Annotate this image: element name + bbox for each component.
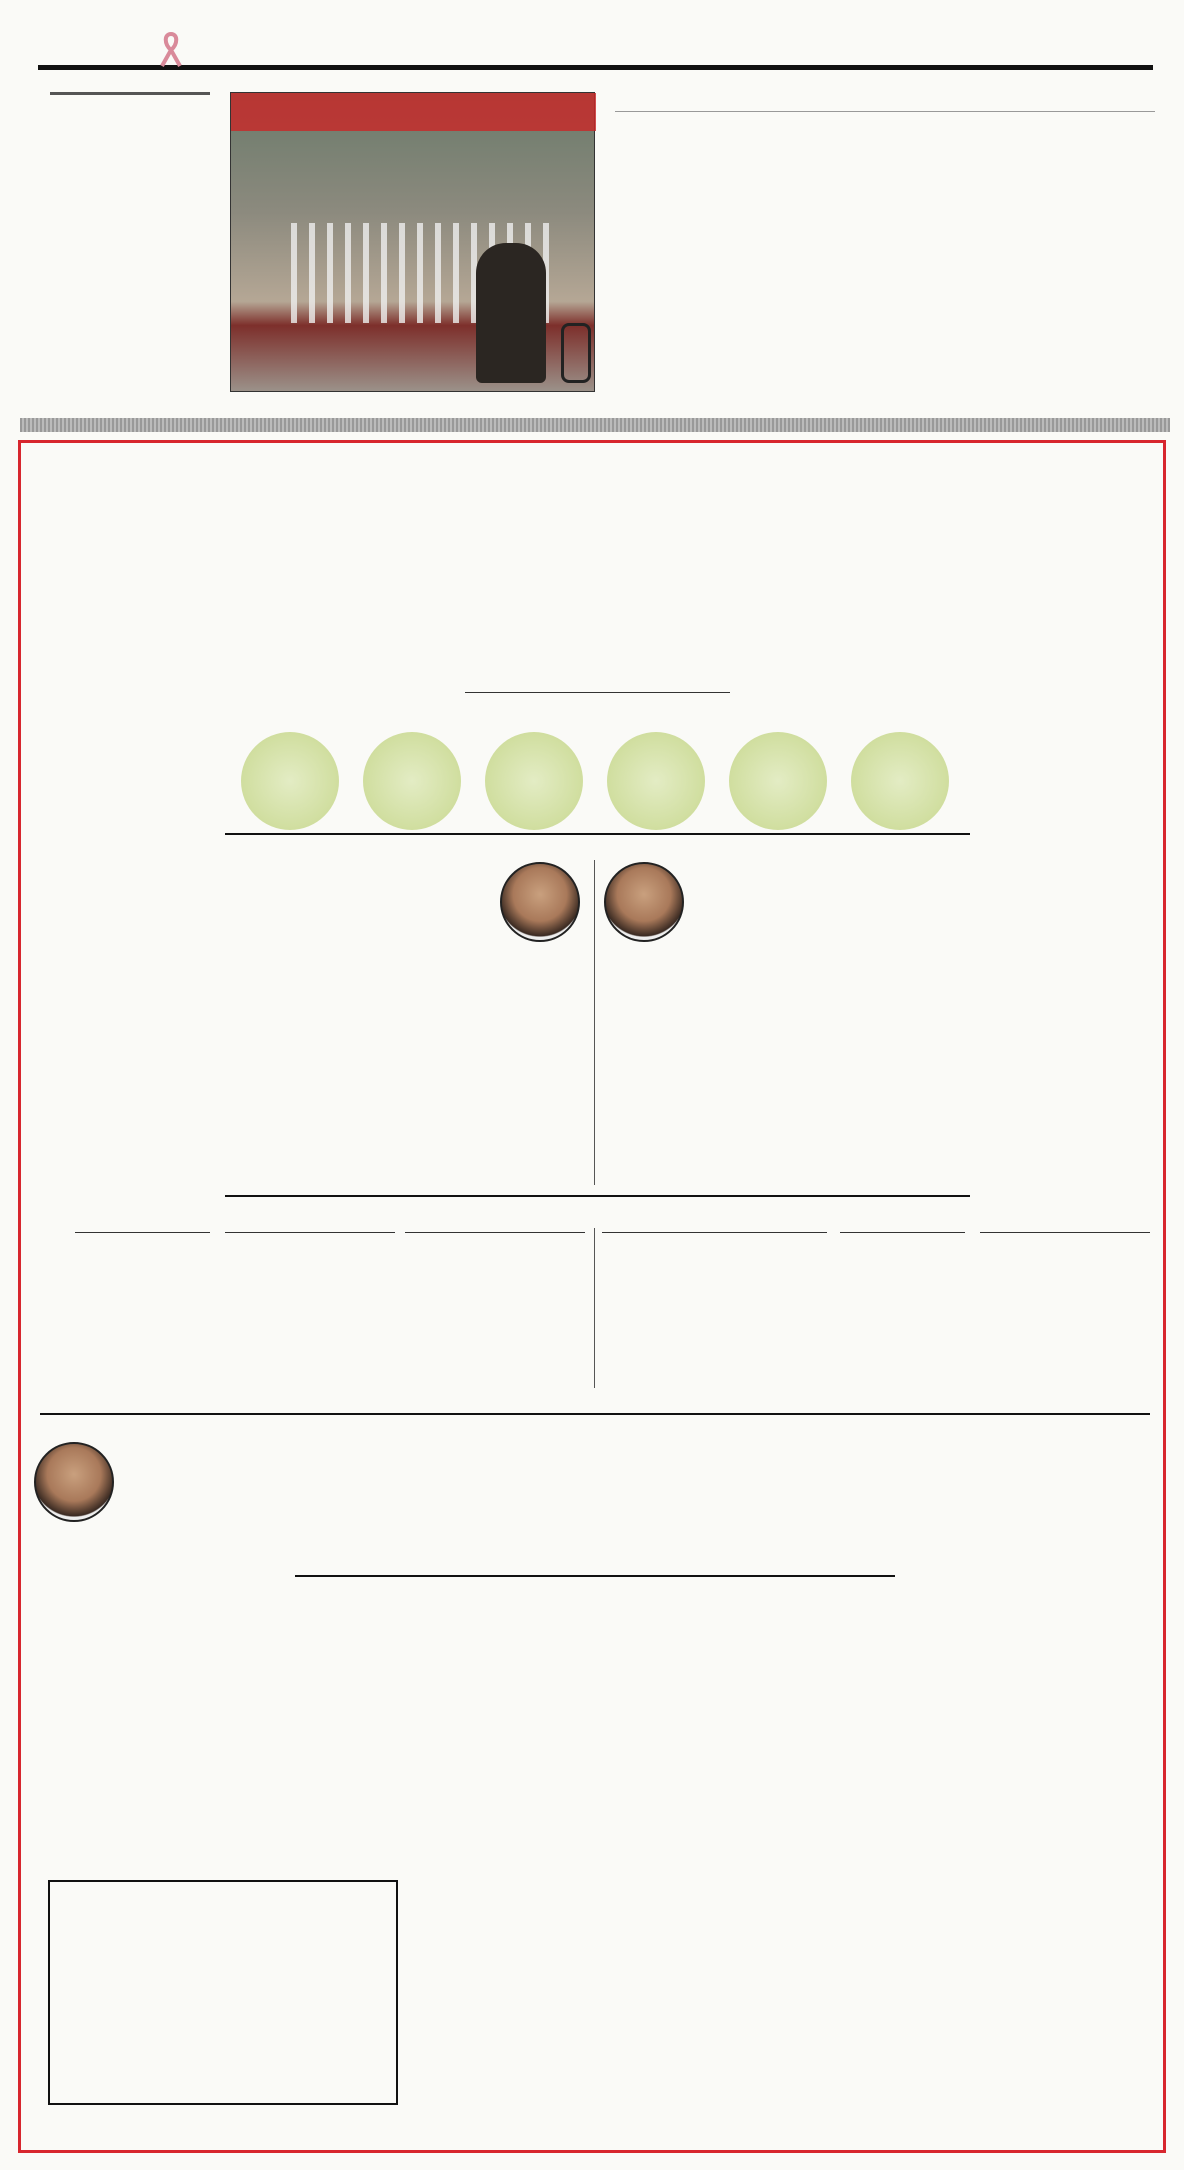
axes-heading <box>75 1232 210 1233</box>
sidewalk-photo <box>230 92 595 392</box>
expert-opinion <box>980 690 1150 718</box>
axes-column <box>602 1232 827 1236</box>
election-results <box>48 1880 398 2105</box>
axes-column <box>980 1232 1150 1236</box>
axes-heading <box>840 1232 965 1233</box>
ranking-item <box>845 732 955 830</box>
ranking-circle <box>607 732 705 830</box>
separator-band <box>20 418 1170 432</box>
quote-kicker <box>50 92 210 99</box>
ranking-circle <box>363 732 461 830</box>
rafael-word-cloud <box>598 850 958 1185</box>
pedestrian-figure <box>476 243 546 383</box>
ranking-item <box>235 732 345 830</box>
left-column <box>46 710 216 734</box>
ranking-item <box>357 732 467 830</box>
top-headline <box>615 105 1155 112</box>
photo-caption <box>231 93 596 131</box>
quote-box <box>50 92 210 139</box>
wheelchair-shape <box>561 323 591 383</box>
ranking-item <box>723 732 833 830</box>
gob-axes-title <box>295 1572 895 1577</box>
candidate-photo <box>34 1442 114 1522</box>
top-article <box>615 105 1155 123</box>
alcaldia-cloud-title <box>225 830 970 835</box>
axes-heading <box>405 1232 585 1233</box>
ranking-circle <box>851 732 949 830</box>
more-similarities <box>410 1885 1150 1897</box>
pink-ribbon-icon <box>156 30 186 70</box>
word-ranking <box>225 690 970 693</box>
axes-column <box>75 1232 210 1236</box>
axes-heading <box>225 1232 395 1233</box>
top-article-body <box>615 122 1155 123</box>
axes-divider <box>594 1228 595 1388</box>
alcaldia-axes-title <box>225 1192 970 1197</box>
axes-column <box>840 1232 965 1236</box>
ranking-circle <box>485 732 583 830</box>
char-word-cloud <box>260 850 595 1185</box>
ranking-circle <box>729 732 827 830</box>
ranking-circle <box>241 732 339 830</box>
axes-column <box>225 1232 395 1236</box>
ranking-label <box>465 690 730 693</box>
page-header <box>38 30 1153 70</box>
axes-heading <box>980 1232 1150 1233</box>
gob-candidate <box>34 1440 284 1550</box>
gob-cloud-title <box>40 1410 1150 1415</box>
axes-column <box>405 1232 585 1236</box>
ranking-item <box>601 732 711 830</box>
ranking-item <box>479 732 589 830</box>
axes-heading <box>602 1232 827 1233</box>
